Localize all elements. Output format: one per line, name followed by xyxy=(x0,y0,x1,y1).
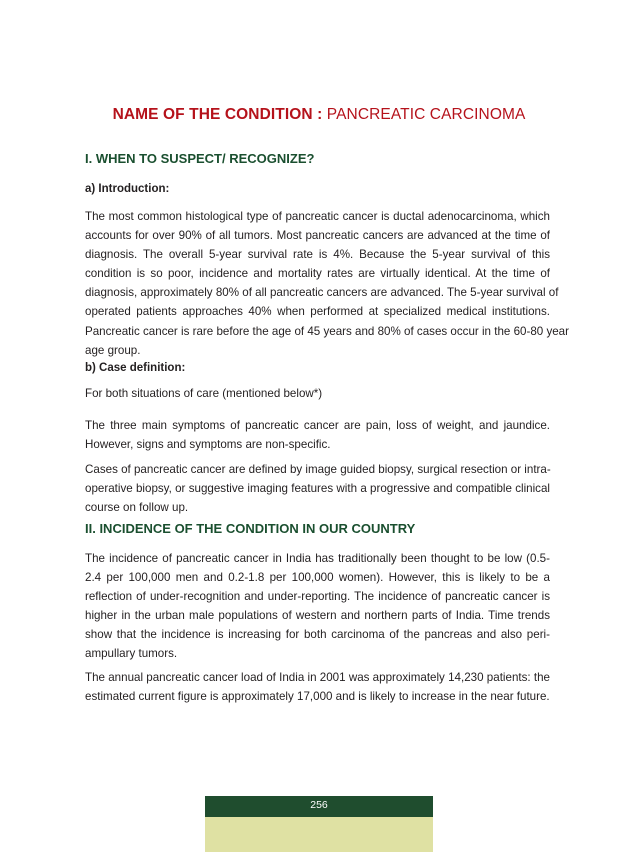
text-line: ampullary tumors. xyxy=(85,647,178,661)
case-definition-paragraph-1 xyxy=(85,384,550,403)
case-definition-paragraph-2 xyxy=(85,416,550,454)
introduction-paragraph xyxy=(85,207,569,360)
subheading-case-definition: b) Case definition: xyxy=(85,362,186,374)
text-line: Pancreatic cancer is rare before the age of 45 years and 80% of cases occur in the 60-80 year xyxy=(85,324,569,338)
subheading-introduction: a) Introduction: xyxy=(85,183,170,195)
text-line: age group. xyxy=(85,343,141,357)
text-line: condition is so poor, incidence and mortality rates are virtually identical. At the time of xyxy=(85,267,550,281)
text-line: For both situations of care (mentioned below*) xyxy=(85,387,323,400)
text-line: However, signs and symptoms are non-specific. xyxy=(85,438,331,452)
incidence-paragraph-2 xyxy=(85,668,550,706)
page-number: 256 xyxy=(310,799,328,811)
text-line: diagnosis, approximately 80% of all pancreatic cancers are advanced. The 5-year survival of xyxy=(85,286,559,300)
text-line: diagnosis. The overall 5-year survival rate is 4%. Because the 5-year survival of this xyxy=(85,248,550,262)
page-title xyxy=(0,106,638,124)
text-line: reflection of under-recognition and under-reporting. The incidence of pancreatic cancer is xyxy=(85,590,550,604)
case-definition-paragraph-3 xyxy=(85,460,550,517)
text-line: estimated current figure is approximately 17,000 and is likely to increase in the near future. xyxy=(85,690,550,704)
text-line: operated patients approaches 40% when performed at specialized medical institutions. xyxy=(85,305,550,319)
incidence-paragraph-1 xyxy=(85,549,550,664)
text-line: The most common histological type of pancreatic cancer is ductal adenocarcinoma, which xyxy=(85,210,550,223)
title-condition: PANCREATIC CARCINOMA xyxy=(326,106,526,123)
text-line: accounts for over 90% of all tumors. Most pancreatic cancers are advanced at the time of xyxy=(85,229,550,243)
text-line: course on follow up. xyxy=(85,501,189,515)
text-line: The three main symptoms of pancreatic cancer are pain, loss of weight, and jaundice. xyxy=(85,419,550,432)
footer-decorative-block xyxy=(205,817,433,852)
section-heading-when-to-suspect: I. WHEN TO SUSPECT/ RECOGNIZE? xyxy=(85,151,315,166)
text-line: 2.4 per 100,000 men and 0.2-1.8 per 100,000 women). However, this is likely to be a xyxy=(85,571,550,585)
text-line: operative biopsy, or suggestive imaging features with a progressive and compatible clinical xyxy=(85,482,550,496)
text-line: The incidence of pancreatic cancer in India has traditionally been thought to be low (0.5- xyxy=(85,552,550,565)
footer-bar xyxy=(205,796,433,817)
section-heading-incidence: II. INCIDENCE OF THE CONDITION IN OUR COUNTRY xyxy=(85,521,416,536)
title-prefix: NAME OF THE CONDITION : xyxy=(112,106,327,123)
text-line: The annual pancreatic cancer load of India in 2001 was approximately 14,230 patients: the xyxy=(85,671,550,684)
text-line: Cases of pancreatic cancer are defined by image guided biopsy, surgical resection or intra- xyxy=(85,463,551,476)
text-line: higher in the urban male populations of western and northern parts of India. Time trends xyxy=(85,609,550,623)
text-line: show that the incidence is increasing for both carcinoma of the pancreas and also peri- xyxy=(85,628,550,642)
